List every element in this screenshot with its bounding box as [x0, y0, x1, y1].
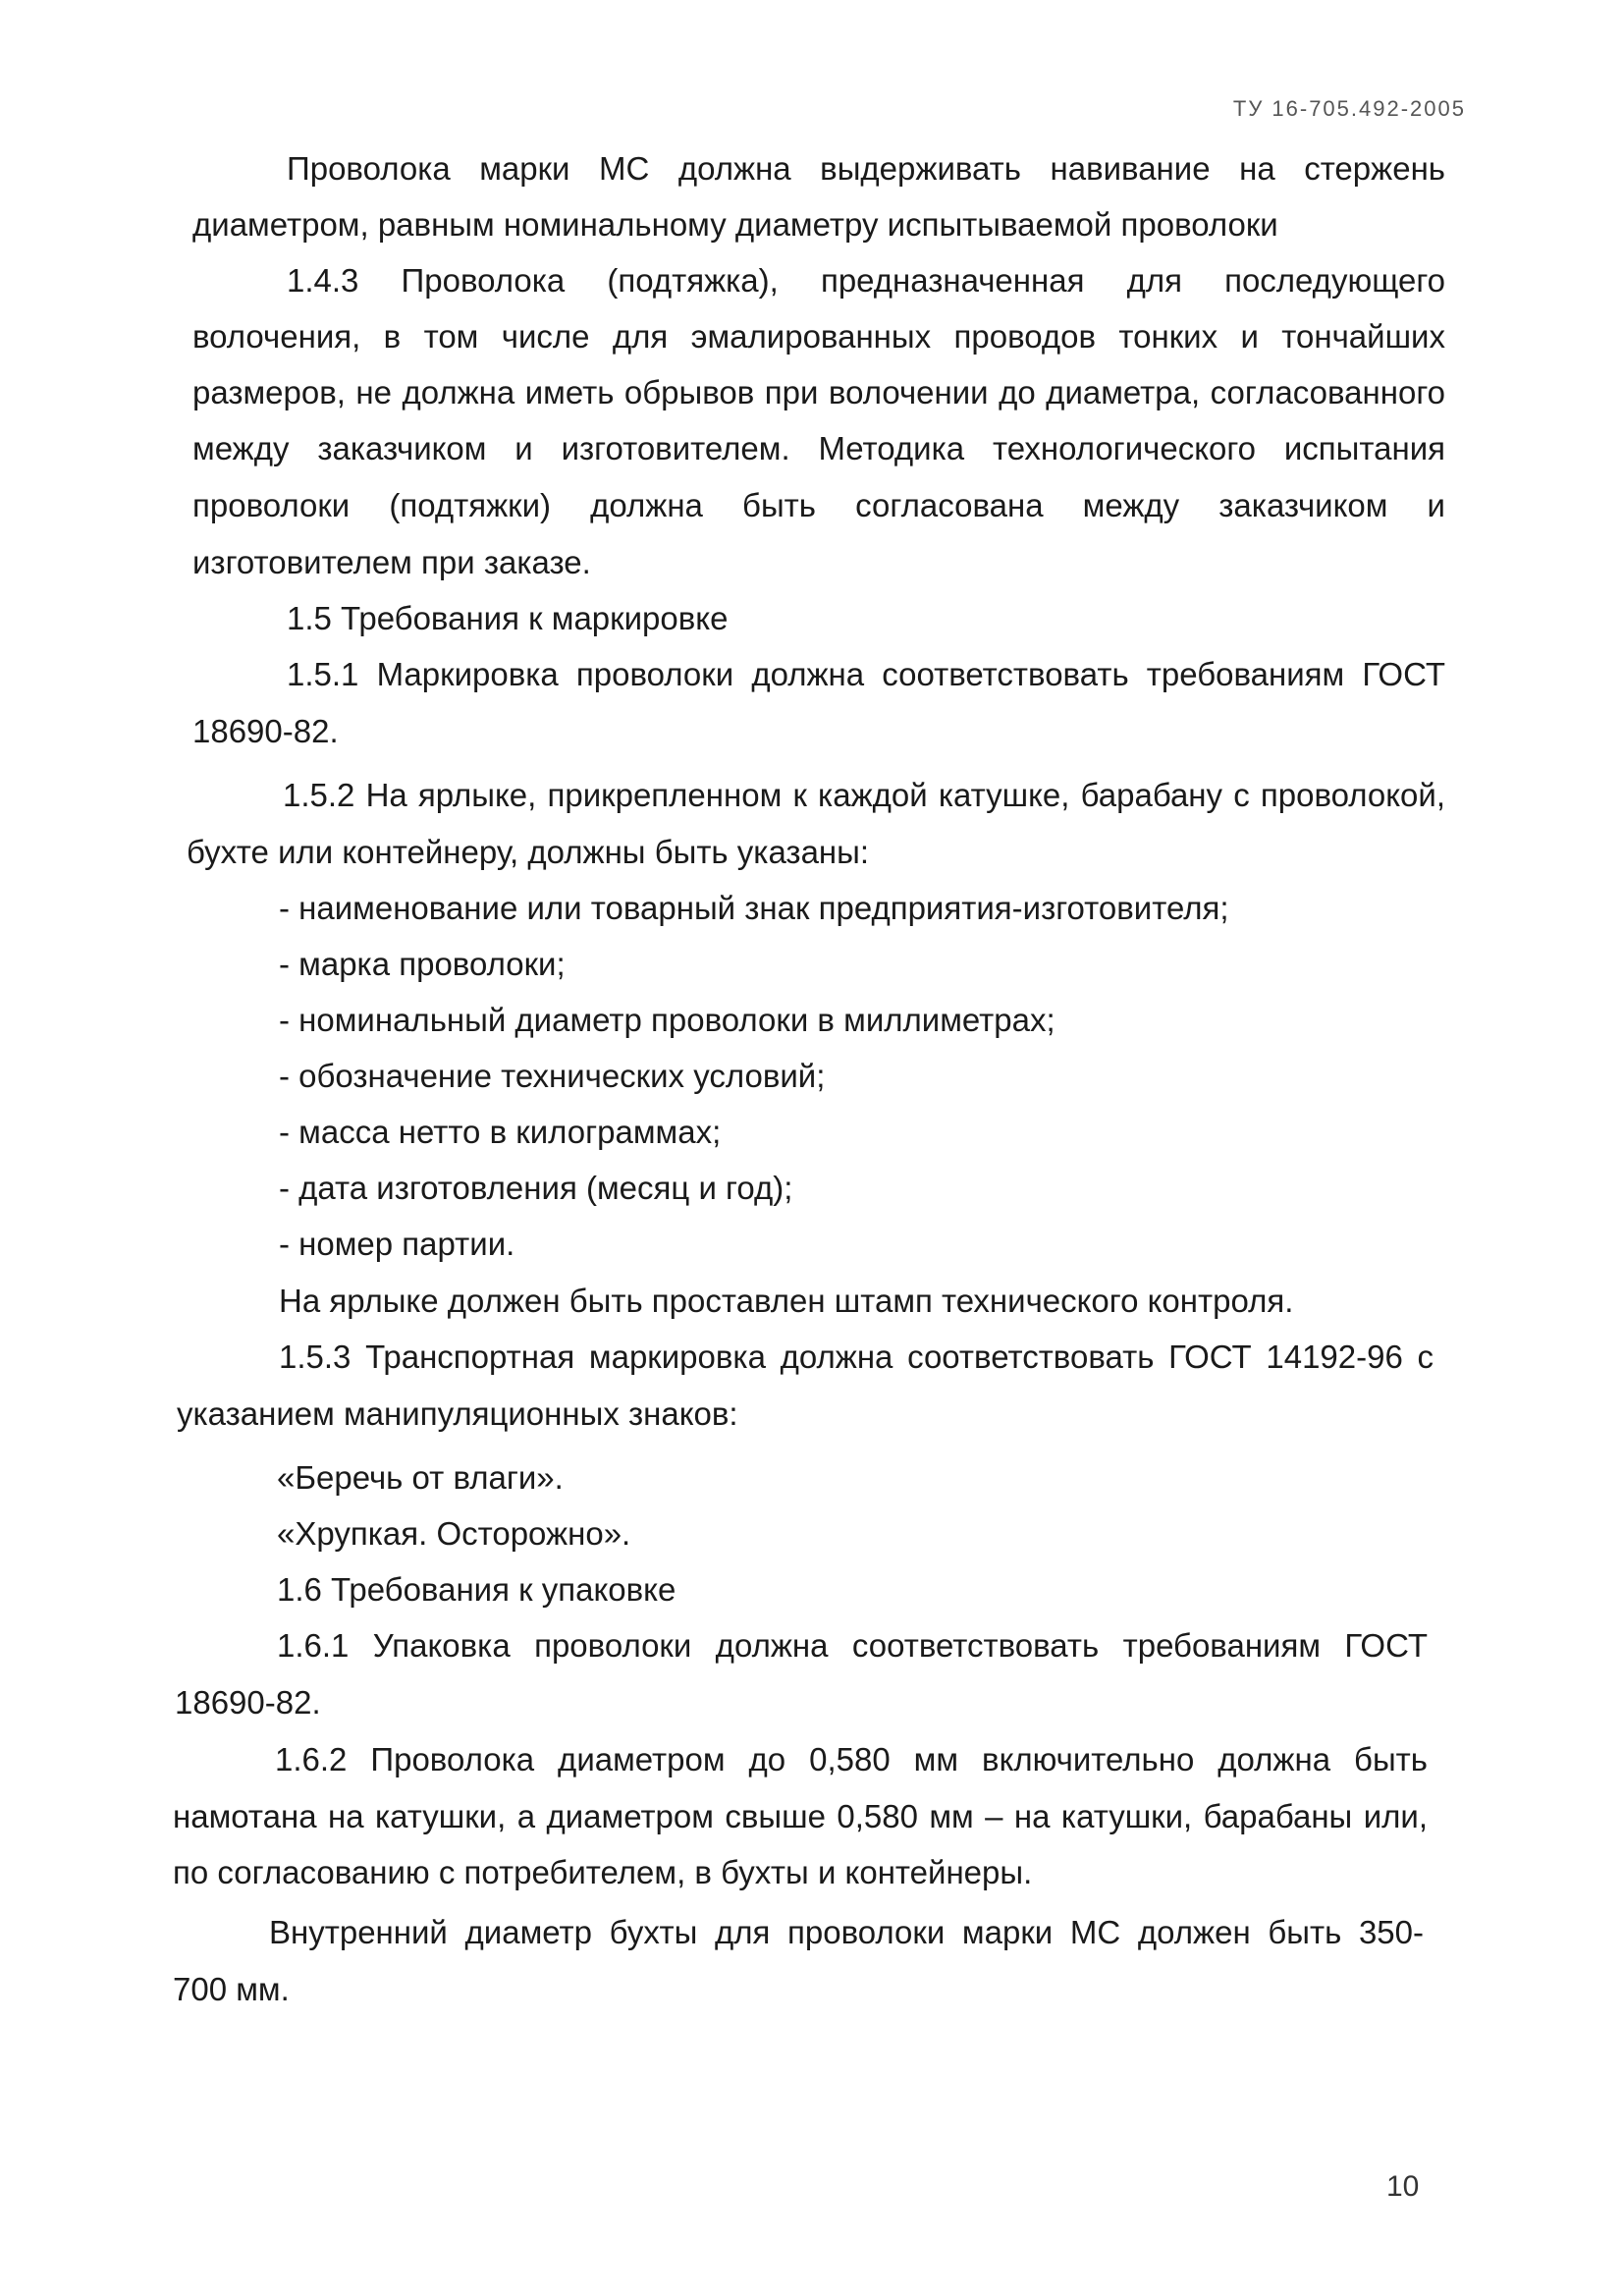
text-line: 1.4.3 Проволока (подтяжка), предназначенная для последующего — [287, 262, 1445, 299]
text-line: по согласованию с потребителем, в бухты и контейнеры. — [173, 1854, 1033, 1890]
list-item: - марка проволоки; — [279, 946, 566, 982]
list-item: - дата изготовления (месяц и год); — [279, 1170, 793, 1206]
list-item: - масса нетто в килограммах; — [279, 1114, 722, 1150]
document-code: ТУ 16-705.492-2005 — [1232, 96, 1466, 121]
text-line: 18690-82. — [175, 1684, 321, 1721]
text-line: бухте или контейнеру, должны быть указаны: — [187, 834, 870, 870]
text-line: между заказчиком и изготовителем. Методика технологического испытания — [192, 430, 1445, 466]
section-heading: 1.5 Требования к маркировке — [287, 600, 729, 636]
text-line: волочения, в том числе для эмалированных проводов тонких и тончайших — [192, 318, 1445, 355]
text-line: 1.6.2 Проволока диаметром до 0,580 мм включительно должна быть — [275, 1741, 1428, 1777]
list-item: - номинальный диаметр проволоки в миллиметрах; — [279, 1002, 1055, 1038]
text-line: 1.5.3 Транспортная маркировка должна соответствовать ГОСТ 14192-96 с — [279, 1339, 1434, 1375]
text-line: 1.5.2 На ярлыке, прикрепленном к каждой катушке, барабану с проволокой, — [283, 777, 1445, 813]
text-line: «Хрупкая. Осторожно». — [277, 1515, 631, 1552]
text-line: 1.5.1 Маркировка проволоки должна соответствовать требованиям ГОСТ — [287, 656, 1445, 692]
text-line: 700 мм. — [173, 1971, 290, 2007]
text-line: изготовителем при заказе. — [192, 544, 591, 580]
text-line: размеров, не должна иметь обрывов при волочении до диаметра, согласованного — [192, 374, 1445, 410]
text-line: «Беречь от влаги». — [277, 1459, 564, 1496]
text-line: 18690-82. — [192, 713, 339, 749]
text-line: Проволока марки МС должна выдерживать навивание на стержень — [287, 150, 1445, 187]
text-line: Внутренний диаметр бухты для проволоки марки МС должен быть 350- — [269, 1914, 1424, 1950]
text-line: намотана на катушки, а диаметром свыше 0,580 мм – на катушки, барабаны или, — [173, 1798, 1428, 1834]
text-line: проволоки (подтяжки) должна быть согласована между заказчиком и — [192, 487, 1445, 523]
text-line: На ярлыке должен быть проставлен штамп технического контроля. — [279, 1283, 1294, 1319]
list-item: - наименование или товарный знак предприятия-изготовителя; — [279, 890, 1229, 926]
list-item: - обозначение технических условий; — [279, 1058, 826, 1094]
section-heading: 1.6 Требования к упаковке — [277, 1571, 676, 1608]
text-line: указанием манипуляционных знаков: — [177, 1395, 738, 1432]
list-item: - номер партии. — [279, 1226, 515, 1262]
text-line: 1.6.1 Упаковка проволоки должна соответствовать требованиям ГОСТ — [277, 1627, 1428, 1664]
page-number: 10 — [1386, 2170, 1420, 2203]
text-line: диаметром, равным номинальному диаметру испытываемой проволоки — [192, 206, 1278, 243]
